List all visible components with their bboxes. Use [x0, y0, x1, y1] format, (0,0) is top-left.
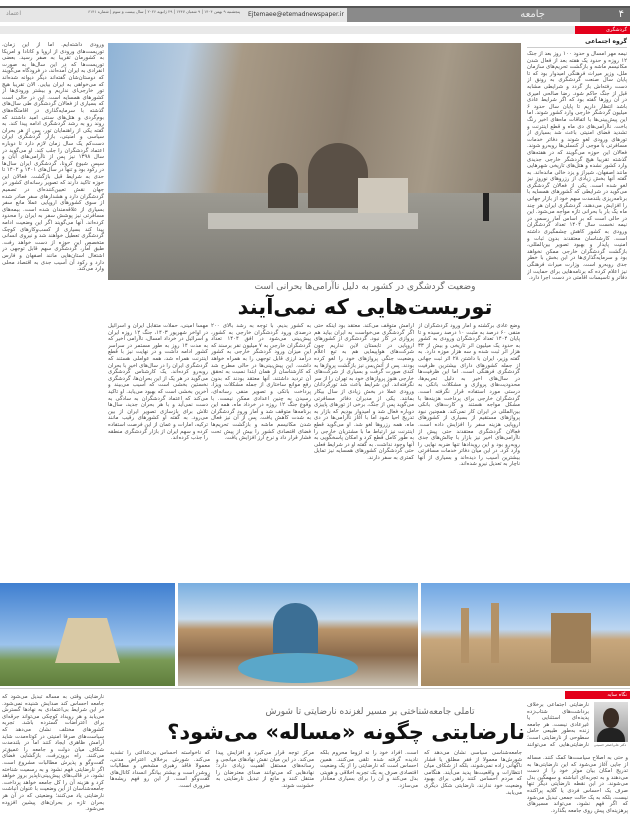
tourism-left-column: ورودی داشته‌ایم. اما از این زمان، توریست‌های ورودی از اروپا و کانادا و امریکا به کشورمان تقریبا به صفر رسید. بعضی توریست‌ها که در این سال‌ها به صورت انفرادی به ایران آمده‌اند، در فرودگاه می‌گویند که دوستان‌شان گفته‌اند دیگر دیوانه شده‌اند که می‌خواهی به ایران بیایی. الان تقریبا هیچ تور خارجی‌ای نداریم و بیشتر ورودی‌ها از کشورهای همسایه است. این در حالی است که بسیاری از فعالان گردشگری طی سال‌های گذشته با سرمایه‌گذاری در اقامتگاه‌های بوم‌گردی و هتل‌های سنتی امید داشتند که روند رو به رشد گردشگری ادامه پیدا کند. به گفته یکی از راهنمایان تور، پس از هر بحران سیاسی و امنیتی، بازار گردشگری ایران دست‌کم یک سال زمان لازم دارد تا دوباره اعتماد گردشگران را جلب کند. او می‌گوید در سال ۱۳۹۸ نیز پس از ناآرامی‌های آبان و سپس شیوع کرونا، گردشگری ایران سال‌ها در رکود بود و تنها در سال‌های ۱۴۰۱ و ۱۴۰۲ تا حدی به شرایط قبل بازگشت. فعالان این حوزه تاکید دارند که تصویر رسانه‌ای کشور در جهان نقش تعیین‌کننده‌ای در تصمیم گردشگران دارد و هشدارهای سفر صادر شده از سوی کشورهای اروپایی عملا مانع سفر بسیاری از علاقه‌مندان شده است. بیمه‌های مسافرتی نیز پوشش سفر به ایران را محدود کرده‌اند. آنها می‌گویند اگر این وضعیت ادامه پیدا کند بسیاری از کسب‌وکارهای کوچک گردشگری تعطیل خواهند شد و نیروی انسانی متخصص این حوزه از دست خواهد رفت. طبق آمار، گردشگری سهم قابل توجهی در اشتغال استان‌هایی مانند اصفهان و فارس دارد و رکود آن آسیب جدی به اقتصاد محلی وارد می‌کند. [2, 42, 104, 273]
tourism-headline: توریست‌هایی که نمی‌آیند [237, 295, 493, 319]
essay-kicker: تاملی جامعه‌شناختی بر مسیر لغزنده نارضایتی تا شورش [265, 707, 475, 717]
section-title: جامعه [347, 6, 580, 22]
tourism-column-1: وضع عادی برگشته و آمار ورود گردشگران از منفی ۶۰ درصد به مثبت ۱۰ درصد رسیده و تا پایان ۱۴۰۴ تعداد گردشگران ورودی به کشور به حدود یک میلیون اثر تاریخی و بیش از ۳۳ هزار اثر ثبت شده و سه هزار موزه دارد. به گفته وزیر، ایران با داشتن ۲۸ اثر ثبت جهانی از جمله کشورهای دارای بیشترین ظرفیت گردشگری فرهنگی است. اما این ظرفیت‌ها در سال‌های اخیر به دلیل تحریم‌ها، محدودیت‌های پروازی و مشکلات بانکی به درستی مورد استفاده قرار نگرفته است. گردشگران خارجی برای پرداخت هزینه‌ها با مشکل مواجه هستند و کارت‌های بانکی بین‌المللی در ایران کار نمی‌کند. همچنین نبود پروازهای مستقیم از بسیاری از کشورهای اروپایی هزینه سفر را افزایش داده است. فعالان گردشگری معتقدند حتی پیش از ناآرامی‌های اخیر نیز بازار با چالش‌های جدی روبه‌رو بود و این رویدادها تنها ضربه نهایی را وارد کرد. در این میان دفاتر خدمات مسافرتی بیشترین آسیب را دیده‌اند و بسیاری از آنها ناچار به تعدیل نیرو شده‌اند. [418, 323, 520, 468]
photo-persepolis [421, 583, 630, 686]
newspaper-logo: اعتماد [6, 10, 22, 17]
essay-column-1: جامعه‌شناسی سیاسی نشان می‌دهد که شورش‌ها معمولا از فقر مطلق یا فشار ناگهانی زاده نمی‌شوند، بلکه از شکاف میان انتظارات و واقعیت‌ها پدید می‌آیند. هنگامی که مردم احساس کنند راهی برای بهبود وضعیت خود ندارند، نارضایتی شکل دیگری می‌یابد. [424, 750, 522, 796]
main-photo [108, 43, 521, 280]
tourism-byline-wrap [527, 38, 627, 48]
tourism-column-2: آرامش متوقف می‌کند. معتقد بود اینکه حتی اگر گردشگری می‌خواست به ایران بیاید هم پروازی در کار نبود. گردشگری از کشورهای اروپایی در تابستان لاین نداریم چون شرکت‌های هواپیمایی هم به تبع اعلام وضعیت جنگی پروازهای خود را لغو کرده بودند. پس از آتش‌بس نیز بازگشت پروازها به کندی صورت گرفت و بسیاری از شرکت‌های خارجی هنوز پروازهای خود به تهران را از سر نگرفته‌اند. این شرایط باعث شد تورگردانان ورودی عملا در بخش زیادی از سال بیکار بمانند. یکی از مدیران دفاتر مسافرتی می‌گوید پس از جنگ، برخی از تورهای پاییزی دوباره فعال شد و امیدوار بودیم که بازار به تدریج احیا شود اما با آغاز ناآرامی‌ها در دی ماه، همه رزروها لغو شد. او می‌گوید قطع اینترنت نیز ارتباط ما با مشتریان خارجی را به طور کامل قطع کرد و امکان پاسخگویی به آنها وجود نداشت. به گفته او در شرایط فعلی حتی گردشگران کشورهای همسایه نیز تمایل کمتری به سفر دارند. [314, 323, 414, 461]
tourism-kicker: وضعیت گردشگری در کشور به دلیل ناآرامی‌ها بحرانی است [254, 282, 476, 292]
essay-headline: نارضایتی چگونه «مساله» می‌شود؟ [167, 720, 525, 744]
essay-column-2: است. افراد خود را نه لزوما محروم بلکه نادیده گرفته شده تلقی می‌کنند. همین احساس است که نارضایتی را از یک وضعیت اقتصادی صرف به یک تجربه اخلاقی و هویتی بدل می‌کند و آن را برای بسیاری معنادار می‌سازد. [320, 750, 418, 789]
author-photo [594, 702, 628, 742]
tourism-tag: گردشگری [575, 26, 630, 34]
photo-isfahan-mosque [178, 583, 418, 686]
essay-intro: نارضایتی اجتماعی برخلاف برداشت‌های شتاب‌زده پدیده‌ای استثنایی یا غیرعادی نیست. هر جامعه زنده به‌طور طبیعی حامل سطوحی از نارضایتی است؛ نارضایتی‌هایی که می‌توانند [527, 702, 589, 748]
section-email[interactable]: Ejtemaee@etemadnewspaper.ir [245, 6, 347, 22]
essay-column-3: مرکز توجه قرار می‌گیرد و افزایش پیدا می‌کند. در این میان نقش نهادهای میانجی و رسانه‌های مستقل اهمیت زیادی دارد؛ نهادهایی که می‌توانند صدای معترضان را منتقل کنند و مانع از تبدیل نارضایتی به خشونت شوند. [216, 750, 314, 789]
byline: گروه اجتماعی [527, 38, 627, 48]
header-date-bar [0, 6, 245, 22]
essay-tag: نگاه سایه [565, 691, 630, 699]
tourism-column-4: مهسا امینی، حملات متقابل ایران و اسرائیل در اواخر شهریور ۱۴۰۳، جنگ ۱۲ روزه ایران و اسرائیل در خرداد امسال، ناآرامی اخیر که به مدت ۱۴ روز به طور مستمر در سراسر کشور ادامه داشت و در نهایت نیز با قطع اینترنت همراه شد، همه عواملی هستند که گردشگری ایران را در سال‌های اخیر با بحران روبه‌رو کرده‌اند. یک کارشناس گردشگری می‌گوید در هر یک از این بحران‌ها، گردشگری نخستین بخشی است که آسیب می‌بیند و آخرین بخشی است که بهبود می‌یابد. او تاکید می‌کند که اعتماد گردشگران به سادگی به دست نمی‌آید و با هر بحران جدید، سال‌ها تلاش برای بازسازی تصویر ایران از بین می‌رود. به گفته او کشورهای رقیب مانند ترکیه، امارات و عمان از این فرصت استفاده کرده و سهم ایران از بازار گردشگری منطقه را جذب کرده‌اند. [108, 323, 208, 442]
essay-right-column: و حتی به اصلاح سیاست‌ها کمک کنند. مساله از جایی آغاز می‌شود که این نارضایتی‌ها به تدریج امکان بیان موثر خود را از دست می‌دهند و به تجربه‌ای انباشته و سهمگین بدل می‌شوند. در این نقطه نارضایتی دیگر تنها صرف یک احساس فردی یا گلایه پراکنده نیست، بلکه به یک حالت جمعی تبدیل می‌شود که اگر فهم نشود، می‌تواند مسیرهای پرهزینه‌ای پیش روی جامعه بگذارد. [527, 755, 628, 814]
essay-left-column: نارضایتی وقتی به مساله تبدیل می‌شود که جامعه احساس کند صدایش شنیده نمی‌شود. در این شرایط بی‌اعتمادی به نهادها گسترش می‌یابد و هر رویداد کوچکی می‌تواند جرقه‌ای برای اعتراضات گسترده باشد. تجربه کشورهای مختلف نشان می‌دهد که سیاست‌های صرفا امنیتی در کوتاه‌مدت شاید آرامش ظاهری ایجاد کنند اما در بلندمدت شکاف میان دولت و جامعه را عمیق‌تر می‌کنند. راه برون‌رفت، بازگشایی فضای گفت‌وگو و پذیرش مطالبات مشروع است. اگر نارضایتی فهم نشود و به رسمیت شناخته نشود، در قالب‌های پیش‌بینی‌ناپذیر بروز خواهد کرد و هزینه آن را کل جامعه خواهد پرداخت. جامعه‌شناسان از این وضعیت با عنوان انباشت نارضایتی یاد می‌کنند؛ وضعیتی که در آن هر بحران تازه بر بحران‌های پیشین افزوده می‌شود. [2, 694, 104, 813]
page-number: ۴ [580, 6, 630, 22]
tourism-right-column: نیمه مهر امسال و حدود ۱۰۰ روز بعد از جنگ ۱۲ روزه و حدود یک هفته بعد از فعال شدن مکانیسم ماشه و بازگشت تحریم‌های سازمان ملل، وزیر میراث فرهنگی امیدوار بود که تا پایان سال صنعت گردشگری به رونق از دست رفته‌اش باز گردد و شرایطی مشابه قبل از جنگ حاکم شود. رضا صالحی امیری در آن روزها گفته بود که اگر شرایط عادی باشد انتظار داریم تا پایان سال حدود ۶ میلیون گردشگر خارجی وارد کشور شوند. اما این پیش‌بینی‌ها با اتفاقات ماه‌های اخیر رنگ باخت. ناآرامی‌های دی ماه و قطع اینترنت و تشدید فضای امنیتی باعث شد بسیاری از تورهای ورودی لغو شوند و دفاتر خدمات مسافرتی با موجی از کنسلی‌ها روبه‌رو شوند. فعالان این حوزه می‌گویند که در هفته‌های گذشته تقریبا هیچ گردشگر خارجی جدیدی وارد کشور نشده و هتل‌های تاریخی شهرهایی مانند اصفهان، شیراز و یزد خالی مانده‌اند. به گفته آنها بخش زیادی از رزروهای نوروز نیز لغو شده است. یکی از فعالان گردشگری می‌گوید در شرایطی که کشورهای همسایه با برنامه‌ریزی بلندمدت سهم خود از بازار جهانی را افزایش می‌دهند، گردشگری ایران هر چند ماه یک بار با بحرانی تازه مواجه می‌شود. این در حالی است که بر اساس آمار رسمی در نیمه نخست سال ۱۴۰۴ تعداد گردشگران ورودی به کشور کاهش چشمگیری داشته است. کارشناسان معتقدند بدون ثبات و امنیت پایدار و بهبود تصویر بین‌المللی، بازگشت گردشگران خارجی ممکن نخواهد بود و سرمایه‌گذاری‌ها در این بخش با خطر جدی روبه‌رو است. وزارت میراث فرهنگی نیز اعلام کرده که برنامه‌هایی برای حمایت از دفاتر و تاسیسات اقامتی در دست اجرا دارد. [527, 51, 627, 282]
issue-date: پنجشنبه ۹ بهمن ۱۴۰۴ | ۹ شعبان ۱۴۴۷ | ۲۹ ژانویه ۲۰۲۶ | سال بیست و سوم | شماره ۶۱۴۱ [87, 9, 240, 14]
essay-column-4: که ناخواسته احساس بی‌عدالتی را تشدید می‌کند. شورش برخلاف اعتراض مدنی، معمولا فاقد رهبری مشخص و مطالبات روشن است و بیشتر بیانگر انسداد کانال‌های گفت‌وگو است. از این رو فهم ریشه‌ها ضروری است. [110, 750, 210, 789]
author-caption: دکتر علی‌اصغر حسینی [593, 743, 627, 747]
section-divider [0, 688, 630, 689]
photo-pasargadae [0, 583, 175, 686]
section-strip [0, 26, 575, 34]
tourism-column-3: به کشور بدیم. با توجه به رشد بالای ۲۰۰ درصدی ورود گردشگران خارجی به کشور، پیش‌بینی می‌شود در افق ۱۴۰۴ تعداد گردشگران خارجی به ۷ میلیون نفر برسند که این میزان ورود گردشگر خارجی به کشور درآمد ارزی قابل توجهی را به همراه خواهد داشت. این پیش‌بینی‌ها در حالی مطرح شد که کارشناسان از همان ابتدا نسبت به تحقق آن تردید داشتند. آنها معتقد بودند که بدون رفع موانع ساختاری از جمله مشکلات ویزا، پرداخت بانکی و تصویر منفی رسانه‌ای، رسیدن به چنین اعدادی ممکن نیست. با وقوع جنگ ۱۲ روزه در خرداد ماه، همه این برنامه‌ها متوقف شد و آمار ورود گردشگران به شدت کاهش یافت. پس از آن نیز فعال شدن مکانیسم ماشه و بازگشت تحریم‌ها فضای اقتصادی کشور را بیش از پیش تحت فشار قرار داد و نرخ ارز افزایش یافت. [211, 323, 311, 442]
